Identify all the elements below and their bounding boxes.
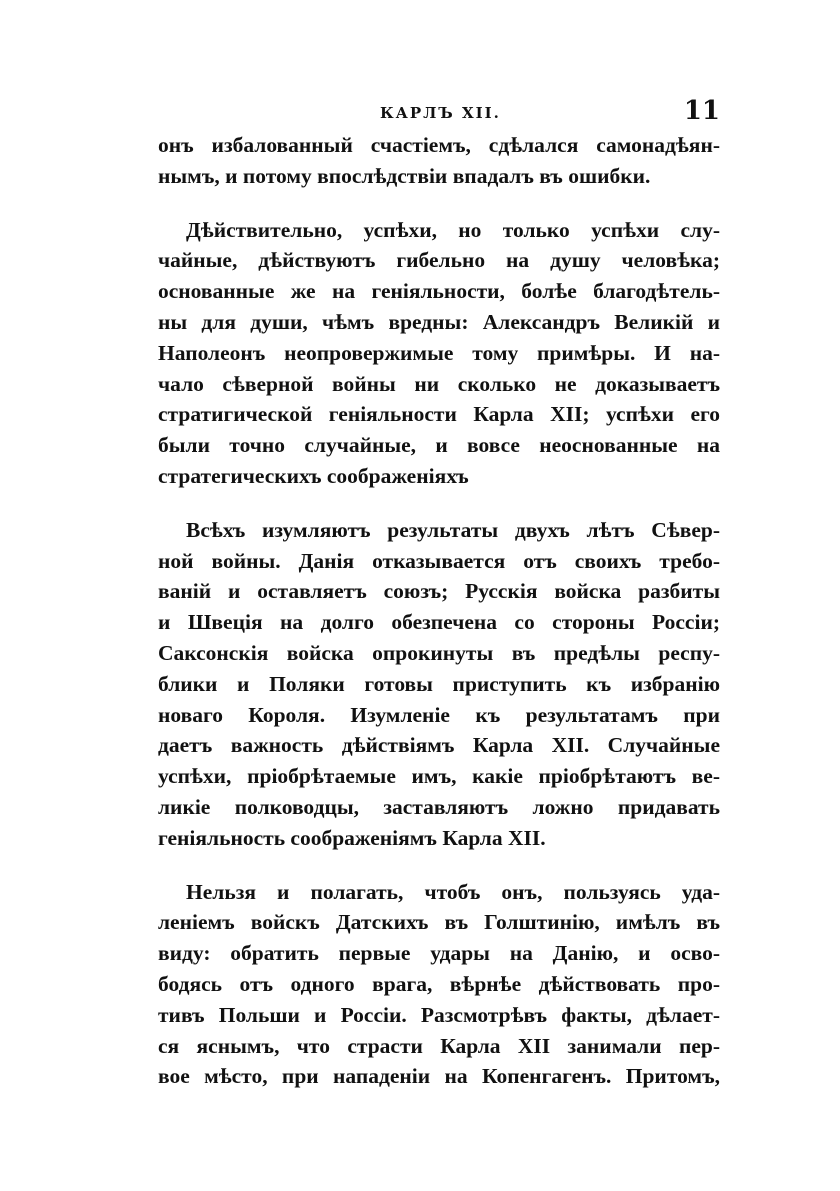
text-line: ликіе полководцы, заставляютъ ложно придавать: [158, 794, 720, 819]
text-line: виду: обратить первые удары на Данію, и осво-: [158, 941, 720, 966]
text-line: нымъ, и потому впослѣдствіи впадалъ въ ошибки.: [158, 163, 651, 188]
text-line: даетъ важность дѣйствіямъ Карла XII. Случайные: [158, 733, 720, 758]
text-line: Наполеонъ неопровержимые тому примѣры. И на-: [158, 340, 720, 365]
text-line: чайные, дѣйствуютъ гибельно на душу человѣка;: [158, 248, 720, 273]
text-line: геніяльность соображеніямъ Карла XII.: [158, 825, 546, 850]
paragraph-3: [158, 515, 720, 854]
text-line: были точно случайные, и вовсе неоснованные на: [158, 433, 720, 458]
text-line: ны для души, чѣмъ вредны: Александръ Великій и: [158, 309, 720, 334]
text-line: стратегическихъ соображеніяхъ: [158, 463, 469, 488]
text-line: онъ избалованный счастіемъ, сдѣлался самонадѣян-: [158, 133, 720, 157]
text-line: блики и Поляки готовы приступить къ избранію: [158, 671, 720, 696]
paragraph-2: [158, 215, 720, 492]
text-line: Дѣйствительно, успѣхи, но только успѣхи слу-: [186, 217, 720, 242]
text-line: бодясь отъ одного врага, вѣрнѣе дѣйствовать про-: [158, 971, 720, 996]
text-line: вое мѣсто, при нападеніи на Копенгагенъ. Притомъ,: [158, 1064, 720, 1089]
text-line: ной войны. Данія отказывается отъ своихъ требо-: [158, 548, 720, 573]
text-line: чало сѣверной войны ни сколько не доказываетъ: [158, 371, 720, 396]
text-line: Всѣхъ изумляютъ результаты двухъ лѣтъ Сѣвер-: [186, 517, 720, 542]
page-number: 11: [683, 96, 720, 126]
text-line: и Швеція на долго обезпечена со стороны Россіи;: [158, 610, 720, 635]
text-line: новаго Короля. Изумленіе къ результатамъ при: [158, 702, 720, 727]
paragraph-4: [158, 877, 720, 1093]
text-line: стратигической геніяльности Карла XII; успѣхи его: [158, 402, 720, 427]
body-text: [158, 130, 720, 1092]
text-line: Нельзя и полагать, чтобъ онъ, пользуясь уда-: [186, 879, 720, 904]
page-header: [160, 96, 720, 130]
text-line: ваній и оставляетъ союзъ; Русскія войска разбиты: [158, 579, 720, 604]
text-line: основанные же на геніяльности, болѣе благодѣтель-: [158, 279, 720, 304]
running-title: КАРЛЪ XII.: [380, 104, 501, 122]
text-line: леніемъ войскъ Датскихъ въ Голштинію, имѣлъ въ: [158, 910, 720, 935]
text-line: тивъ Польши и Россіи. Разсмотрѣвъ факты, дѣлает-: [158, 1002, 720, 1027]
text-line: ся яснымъ, что страсти Карла XII занимали пер-: [158, 1033, 720, 1058]
text-line: Саксонскія войска опрокинуты въ предѣлы респу-: [158, 640, 720, 665]
paragraph-1: [158, 130, 720, 192]
text-line: успѣхи, пріобрѣтаемые имъ, какіе пріобрѣтаютъ ве-: [158, 764, 720, 789]
